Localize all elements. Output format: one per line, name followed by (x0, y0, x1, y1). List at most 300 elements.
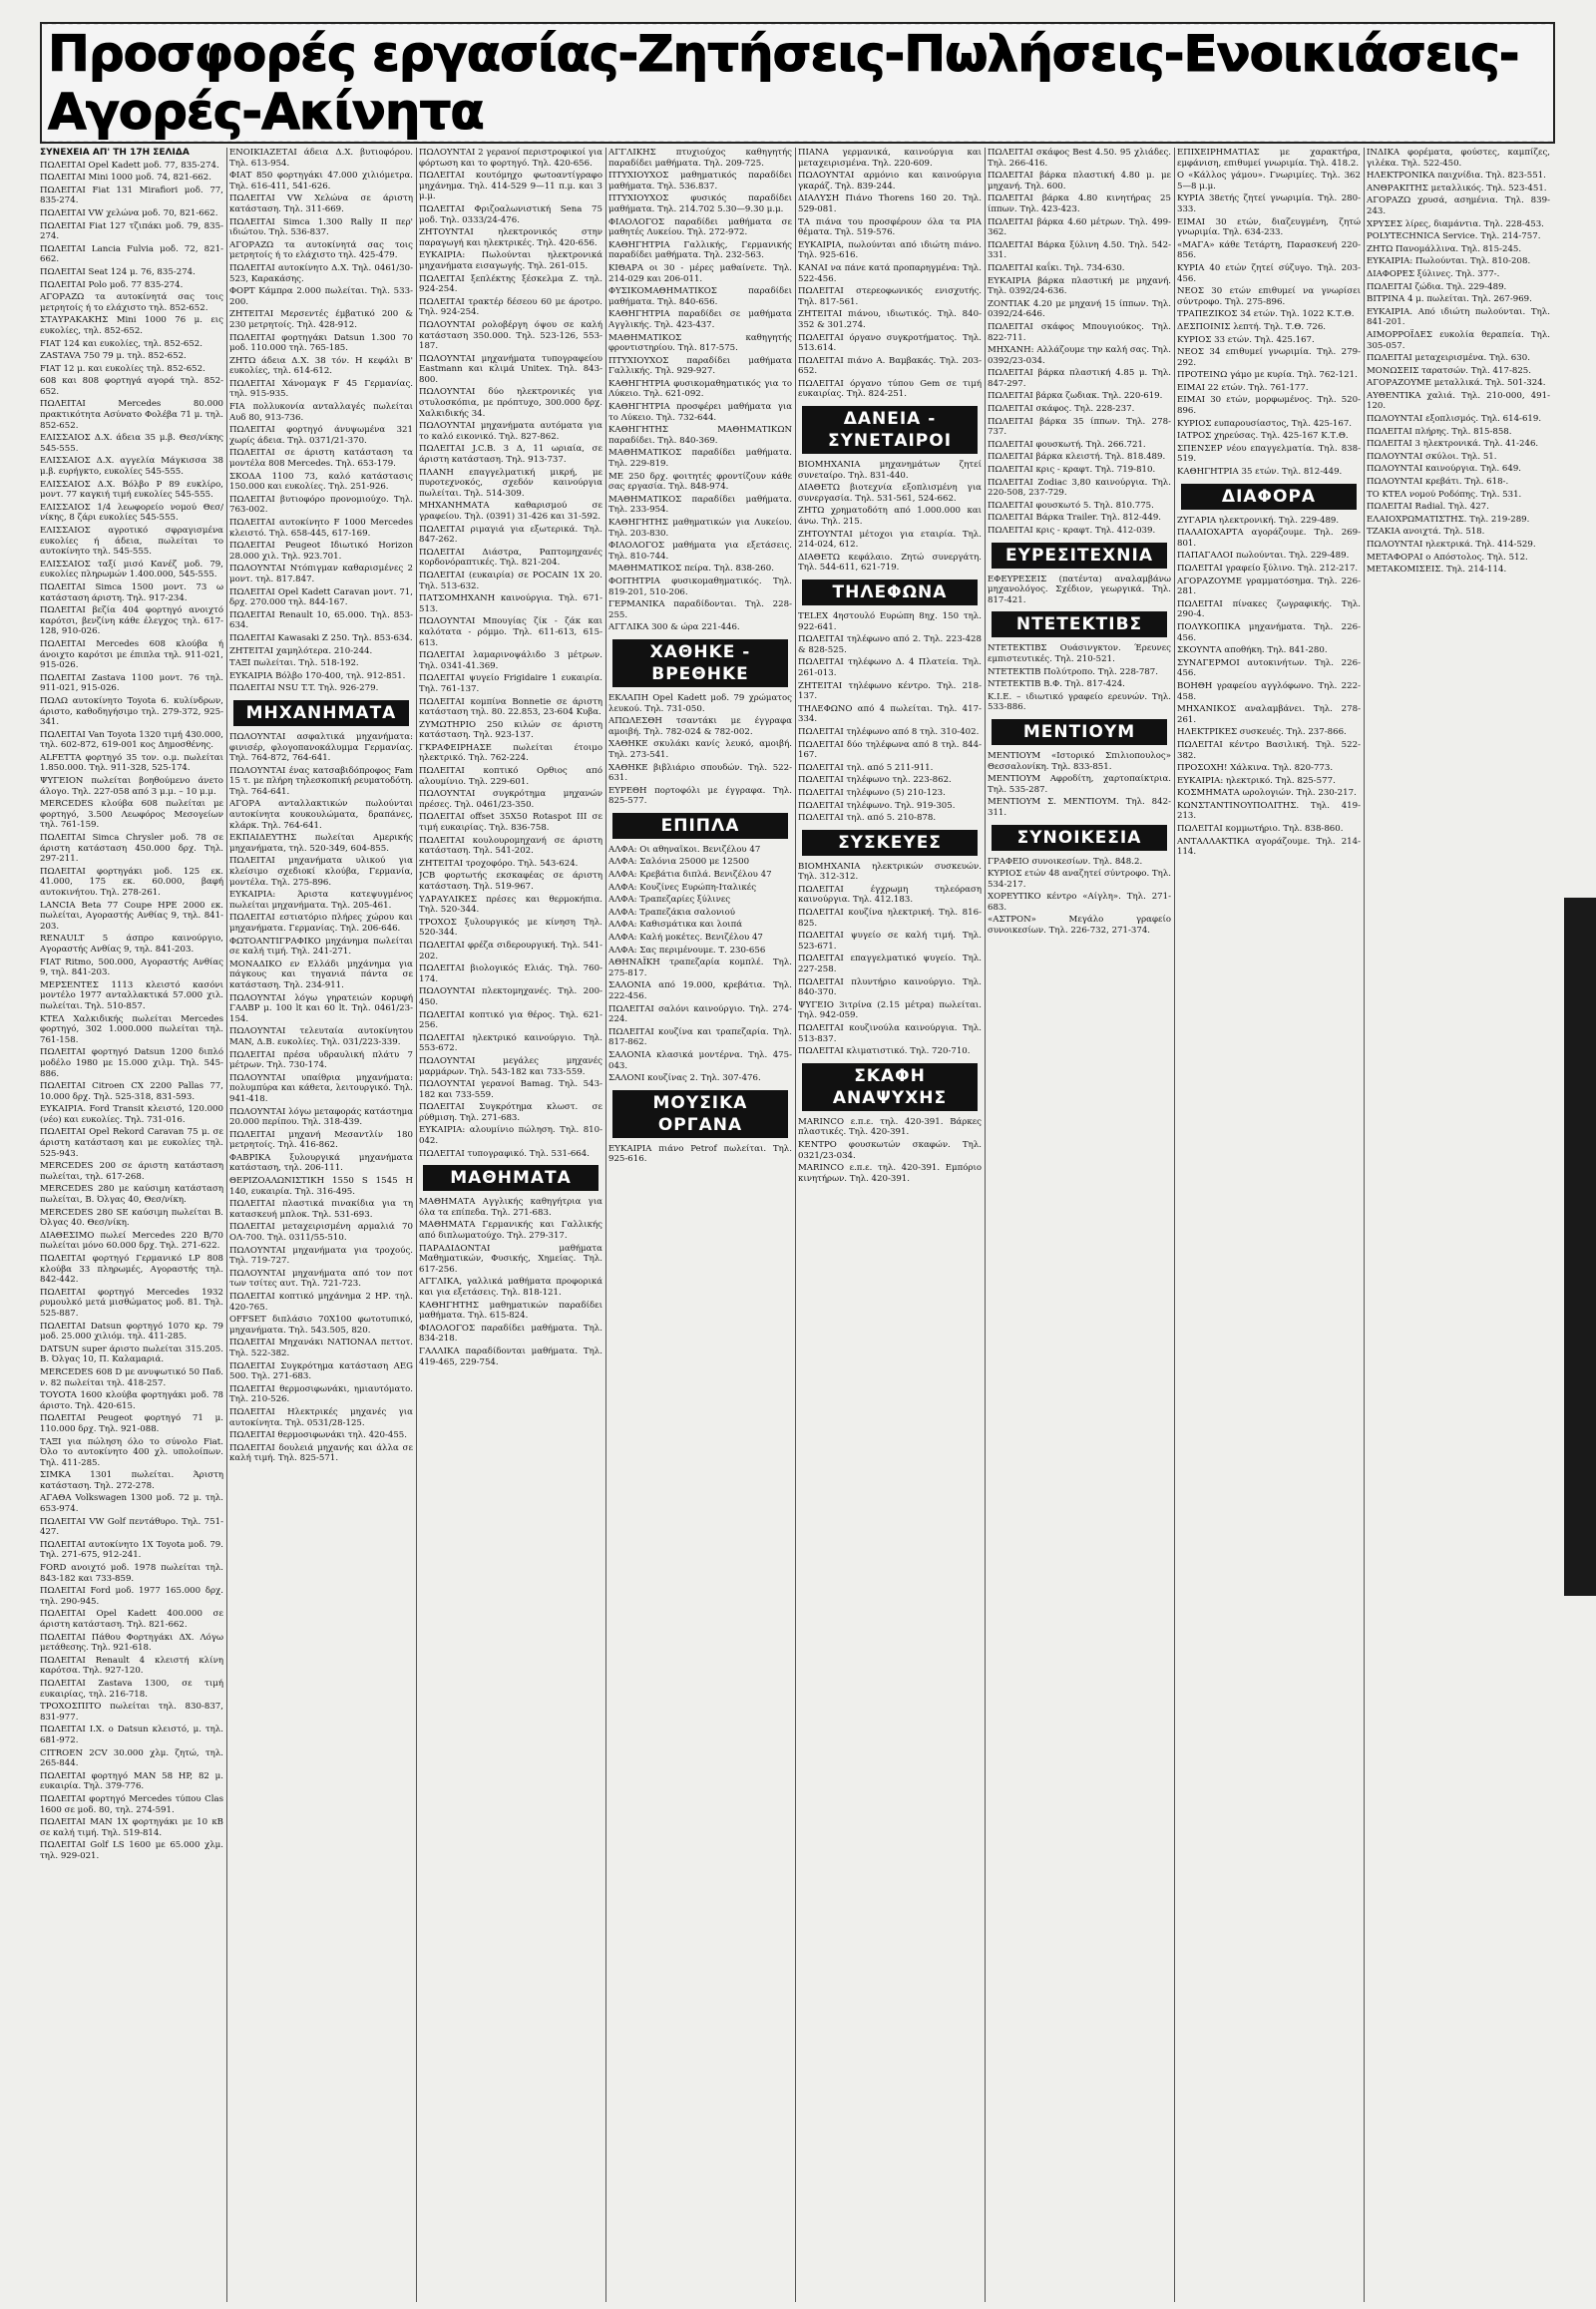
classified-ad: ΠΩΛΕΙΤΑΙ βάρκα 35 ίππων. Τηλ. 278-737. (988, 416, 1171, 438)
classified-ad: ΠΩΛΟΥΝΤΑΙ δύο ηλεκτρονικές για στυλοσκόπια, με πρόπτυχο, 300.000 δρχ. Χαλκιδικής 34. (419, 387, 602, 419)
classified-ad: ΜΗΧΑΝΙΚΟΣ αναλαμβάνει. Τηλ. 278-261. (1177, 704, 1361, 725)
classified-ad: ΜΑΘΗΜΑΤΙΚΟΣ καθηγητής φροντιστηρίου. Τηλ. 817-575. (608, 332, 792, 354)
classified-ad: ΠΩΛΕΙΤΑΙ έγχρωμη τηλεόραση καινούργια. Τηλ. 412.183. (798, 884, 982, 906)
classified-ad: ΠΩΛΕΙΤΑΙ Ηλεκτρικές μηχανές για αυτοκίνητα. Τηλ. 0531/28-125. (229, 1406, 413, 1428)
classified-ad: ΠΩΛΕΙΤΑΙ τηλ. από 5. 210-878. (798, 813, 937, 824)
classified-ad: ΠΩΛΕΙΤΑΙ σαλόνι καινούργιο. Τηλ. 274-224. (608, 1003, 792, 1025)
classified-ad: ΠΩΛΕΙΤΑΙ πίνακες ζωγραφικής. Τηλ. 290-4. (1177, 598, 1361, 620)
classified-ad: ΠΩΛΕΙΤΑΙ Lancia Fulvia μοδ. 72, 821-662. (40, 243, 223, 265)
column-rule (226, 148, 227, 2302)
classified-ad: ΚΑΘΗΓΗΤΡΙΑ φυσικομαθηματικός για το Λύκειο. Τηλ. 621-092. (608, 378, 792, 400)
classified-ad: ΑΥΘΕΝΤΙΚΑ χαλιά. Τηλ. 210-000, 491-120. (1367, 390, 1550, 412)
classified-ad: ΜΕΝΤΙΟΥΜ «Ιστορικό Σπιλιοπουλος» Θεσσαλονίκη. Τηλ. 833-851. (988, 750, 1171, 772)
classified-ad: ΠΩΛΕΙΤΑΙ φορτηγό άνυψωμένα 321 χωρίς άδεια. Τηλ. 0371/21-370. (229, 425, 413, 446)
classified-ad: ΠΩΛΟΥΝΤΑΙ ηλεκτρικά. Τηλ. 414-529. (1367, 540, 1536, 550)
classified-ad: ΕΥΚΑΙΡΙΑ: Πωλούνται. Τηλ. 810-208. (1367, 256, 1531, 267)
classified-ad: «ΑΣΤΡΟΝ» Μεγάλο γραφείο συνοικεσίων. Τηλ. 226-732, 271-374. (988, 915, 1171, 937)
classified-ad: MERCEDES 280 με καύσιμη κατάσταση πωλείται, Β. Όλγας 40, Θεσ/νίκη. (40, 1184, 223, 1206)
classified-ad: ΑΓΟΡΑΖΩ τα αυτοκίνητά σας τοις μετρητοίς ή το ελάχιστο τηλ. 852-652. (40, 292, 223, 313)
column-3 (419, 148, 602, 2302)
classified-ad: ΚΥΡΙΟΣ 33 ετών. Τηλ. 425.167. (1177, 334, 1315, 345)
classified-ad: ΠΩΛΟΥΝΤΑΙ ρολοβέργη όψου σε καλή κατάσταση 350.000. Τηλ. 523-126, 553-187. (419, 319, 602, 352)
classified-ad: ΕΥΚΑΙΡΙΑ πιάνο Petrof πωλείται. Τηλ. 925-616. (608, 1143, 792, 1165)
section-heading: ΧΑΘΗΚΕ - ΒΡΕΘΗΚΕ (612, 639, 788, 687)
classified-ad: ΠΩΛΕΙΤΑΙ ψυγείο Frigidaire 1 ευκαιρία. Τηλ. 761-137. (419, 673, 602, 694)
classified-ad: ΧΡΥΣΕΣ λίρες, διαμάντια. Τηλ. 228-453. (1367, 218, 1544, 229)
classified-ad: ΠΩΛΕΙΤΑΙ Βάρκα ξύλινη 4.50. Τηλ. 542-331. (988, 239, 1171, 261)
classified-ad: ΠΩΛΕΙΤΑΙ λαμαρινοψάλιδο 3 μέτρων. Τηλ. 0341-41.369. (419, 650, 602, 671)
classified-ad: ΣΚΟΥΝΤΑ αποθήκη. Τηλ. 841-280. (1177, 645, 1328, 656)
column-1 (40, 148, 223, 2302)
classified-ad: ΠΩΛΕΙΤΑΙ Ford μοδ. 1977 165.000 δρχ. τηλ. 290-945. (40, 1586, 223, 1607)
classified-ad: ΠΩΛΕΙΤΑΙ τηλέφωνο (5) 210-123. (798, 787, 946, 798)
classified-ad: ΠΩΛΟΥΝΤΑΙ λόγω μεταφοράς κατάστημα 20.000 περίπου. Τηλ. 318-439. (229, 1106, 413, 1128)
classified-ad: ΣΥΝΑΓΕΡΜΟΙ αυτοκινήτων. Τηλ. 226-456. (1177, 657, 1361, 679)
classified-ad: ΠΩΛΕΙΤΑΙ επαγγελματικό ψυγείο. Τηλ. 227-258. (798, 954, 982, 975)
classified-ad: ΠΩΛΕΙΤΑΙ κουζινούλα καινούργια. Τηλ. 513-837. (798, 1023, 982, 1044)
classified-ad: FORD ανοιχτό μοδ. 1978 πωλείται τηλ. 843-182 και 733-859. (40, 1563, 223, 1584)
column-rule (985, 148, 986, 2302)
classified-ad: ΠΩΛΕΙΤΑΙ φορτηγάκι μοδ. 125 εκ. 41.000, 175 εκ. 60.000, βαφή αυτοκινήτου. Τηλ. 278-261. (40, 866, 223, 898)
classified-ad: ΠΩΛΕΙΤΑΙ φορτηγό Γερμανικό LP 808 κλούβα 33 πληρωμές, Αγοραστής τηλ. 842-442. (40, 1254, 223, 1286)
continuation-note: ΣΥΝΕΧΕΙΑ ΑΠ' ΤΗ 17Η ΣΕΛΙΔΑ (40, 148, 190, 158)
classified-ad: ΠΩΛΕΙΤΑΙ στερεοφωνικός ενισχυτής. Τηλ. 817-561. (798, 286, 982, 307)
classified-ad: MARINCO ε.π.ε. τηλ. 420-391. Βάρκες πλαστικές. Τηλ. 420-391. (798, 1116, 982, 1138)
classified-ad: ΚΑΘΗΓΗΤΡΙΑ προσφέρει μαθήματα για το Λύκειο. Τηλ. 732-644. (608, 402, 792, 423)
classified-ad: ΠΩΛΕΙΤΑΙ αυτοκίνητο Δ.Χ. Τηλ. 0461/30-523, Καρακάσης. (229, 262, 413, 284)
classified-ad: ΠΩΛΕΙΤΑΙ βάρκα 4.80 κινητήρας 25 ίππων. Τηλ. 423-423. (988, 193, 1171, 214)
classified-ad: ΕΛΙΣΣΑΙΟΣ αγροτικό σφραγισμένα ευκολίες ή άδεια, πωλείται το αυτοκίνητο τηλ. 545-555. (40, 526, 223, 558)
classified-ad: ΠΩΛΟΥΝΤΑΙ μηχανήματα αυτόματα για το καλό εικονικό. Τηλ. 827-862. (419, 421, 602, 442)
classified-ad: ΠΩΛΕΙΤΑΙ δύο τηλέφωνα από 8 τηλ. 844-167. (798, 739, 982, 761)
classified-ad: ΠΩΛΟΥΝΤΑΙ εξοπλισμός. Τηλ. 614-619. (1367, 414, 1542, 425)
classified-ad: ΠΩΛΟΥΝΤΑΙ καινούργια. Τηλ. 649. (1367, 464, 1522, 475)
classified-ad: ΚΑΘΗΓΗΤΡΙΑ 35 ετών. Τηλ. 812-449. (1177, 467, 1343, 478)
section-heading: ΣΚΑΦΗ ΑΝΑΨΥΧΗΣ (802, 1063, 978, 1111)
classified-ad: ΠΩΛΕΙΤΑΙ VW Χελώνα σε άριστη κατάσταση. Τηλ. 311-669. (229, 193, 413, 214)
classified-ad: ΠΩΛΕΙΤΑΙ αυτοκίνητο 1X Toyota μοδ. 79. Τηλ. 271-675, 912-241. (40, 1539, 223, 1561)
classified-ad: ΤΡΟΧΟΣΠΙΤΟ πωλείται τηλ. 830-837, 831-977. (40, 1702, 223, 1723)
adjacent-page-edge (1564, 898, 1596, 1596)
classified-ad: ΠΟΛΥΚΟΠΙΚΑ μηχανήματα. Τηλ. 226-456. (1177, 621, 1361, 643)
classified-ad: ΒΙΤΡΙΝΑ 4 μ. πωλείται. Τηλ. 267-969. (1367, 294, 1532, 305)
classified-ad: ΕΦΕΥΡΕΣΕΙΣ (πατέντα) αναλαμβάνω μηχανολόγος. Σχέδιον, γεωργικά. Τηλ. 817-421. (988, 574, 1171, 605)
classified-ad: ΠΩΛΕΙΤΑΙ κουζίνα ηλεκτρική. Τηλ. 816-825. (798, 908, 982, 929)
masthead (40, 22, 1555, 144)
classified-ad: FIAT 12 μ. και ευκολίες τηλ. 852-652. (40, 363, 205, 374)
classified-ad: ΤΗΛΕΦΩΝΟ από 4 πωλείται. Τηλ. 417-334. (798, 703, 982, 725)
classified-ad: ΗΛΕΚΤΡΙΚΕΣ συσκευές. Τηλ. 237-866. (1177, 727, 1347, 738)
classified-ad: ΕΥΚΑΙΡΙΑ. Από ιδιώτη πωλούνται. Τηλ. 841-201. (1367, 306, 1550, 328)
classified-ad: ΧΑΘΗΚΕ σκυλάκι κανίς λευκό, αμοιβή. Τηλ. 273-541. (608, 739, 792, 760)
classified-ad: ΠΩΛΕΙΤΑΙ φρέζα σιδερουργική. Τηλ. 541-202. (419, 940, 602, 962)
classified-ad: Κ.Ι.Ε. – ιδιωτικό γραφείο ερευνών. Τηλ. 533-886. (988, 691, 1171, 713)
classified-ad: ΜΑΘΗΜΑΤΑ Γερμανικής και Γαλλικής από διπλωματούχο. Τηλ. 279-317. (419, 1220, 602, 1242)
classified-ad: ΠΩΛΕΙΤΑΙ Βάρκα Trailer. Τηλ. 812-449. (988, 513, 1162, 524)
classified-ad: ΠΩΛΕΙΤΑΙ τυπογραφικό. Τηλ. 531-664. (419, 1148, 590, 1159)
classified-ad: ΠΩΛΕΙΤΑΙ κουζίνα και τραπεζαρία. Τηλ. 817-862. (608, 1026, 792, 1048)
classified-ad: ΠΡΟΤΕΙΝΩ γάμο με κυρία. Τηλ. 762-121. (1177, 370, 1358, 381)
classified-ad: ΠΩΛΕΙΤΑΙ Peugeot Ιδιωτικό Horizon 28.000 χιλ. Τηλ. 923.701. (229, 541, 413, 562)
section-heading: ΣΥΝΟΙΚΕΣΙΑ (992, 825, 1167, 851)
classified-ad: ΠΩΛΕΙΤΑΙ Citroen CX 2200 Pallas 77, 10.000 δρχ. Τηλ. 525-318, 831-593. (40, 1081, 223, 1102)
classified-ad: ΦΙΛΟΛΟΓΟΣ παραδίδει μαθήματα σε μαθητές Λυκείου. Τηλ. 272-972. (608, 216, 792, 238)
classified-ad: ΠΩΛΕΙΤΑΙ κομπίνα Bonnetie σε άριστη κατάσταση τηλ. 80. 22.853, 23-604 Κυβα. (419, 696, 602, 718)
classified-ad: ΠΑΛΑΙΟΧΑΡΤΑ αγοράζουμε. Τηλ. 269-801. (1177, 528, 1361, 549)
classified-ad: ΠΩΛΩ αυτοκίνητο Toyota 6. κυλίνδρων, άριστο, καθοδηγήσιμο τηλ. 279-372, 925-341. (40, 695, 223, 728)
classified-ad: ΠΩΛΕΙΤΑΙ κουλουρομηχανή σε άριστη κατάσταση. Τηλ. 541-202. (419, 835, 602, 857)
classified-ad: ΠΩΛΕΙΤΑΙ σκάφος Best 4.50. 95 χλιάδες. Τηλ. 266-416. (988, 148, 1171, 169)
classified-ad: ΠΩΛΟΥΝΤΑΙ σκύλοι. Τηλ. 51. (1367, 451, 1497, 462)
classified-ad: ΠΩΛΟΥΝΤΑΙ υπαίθρια μηχανήματα: πολυμπύρα και κάθετα, λειτουργικό. Τηλ. 941-418. (229, 1072, 413, 1104)
section-heading: ΕΠΙΠΛΑ (612, 813, 788, 839)
classifieds-columns (40, 148, 1556, 2302)
classified-ad: ΠΩΛΟΥΝΤΑΙ μηχανήματα από τον ποτ των τσίτες αυτ. Τηλ. 721-723. (229, 1268, 413, 1290)
classified-ad: LANCIA Beta 77 Coupe HPE 2000 εκ. πωλείται, Αγοραστής Ανθίας 9, τηλ. 841-203. (40, 900, 223, 932)
classified-ad: ΠΩΛΕΙΤΑΙ σκάφος. Τηλ. 228-237. (988, 404, 1135, 415)
classified-ad: DATSUN super άριστο πωλείται 315.205. Β. Όλγας 10, Π. Καλαμαριά. (40, 1344, 223, 1365)
classified-ad: ΠΩΛΕΙΤΑΙ κρις - κραφτ. Τηλ. 412-039. (988, 526, 1156, 536)
classified-ad: MERCEDES 200 σε άριστη κατάσταση πωλείται, τηλ. 617-268. (40, 1161, 223, 1182)
classified-ad: ΠΤΥΧΙΟΥΧΟΣ φυσικός παραδίδει μαθήματα. Τηλ. 214.702 5.30—9.30 μ.μ. (608, 193, 792, 214)
classified-ad: ΚΩΝΣΤΑΝΤΙΝΟΥΠΟΛΙΤΗΣ. Τηλ. 419-213. (1177, 800, 1361, 822)
classified-ad: ΠΩΛΟΥΝΤΑΙ ένας κατσαβιδόπροφος Fam 15 τ. με πλήρη τηλεσκοπική ρευματοδότη. Τηλ. 764-641. (229, 765, 413, 797)
classified-ad: ΑΝΘΡΑΚΙΤΗΣ μεταλλικός. Τηλ. 523-451. (1367, 183, 1547, 193)
classified-ad: ΑΛΦΑ: Καθισμάτικα και λοιπά (608, 920, 743, 931)
classified-ad: ΠΩΛΟΥΝΤΑΙ τελευταία αυτοκίνητου MAN, Δ.Β. ευκολίες. Τηλ. 031/223-339. (229, 1026, 413, 1047)
classified-ad: ΑΛΦΑ: Κουζίνες Ευρώπη-Ιταλικές (608, 882, 757, 893)
classified-ad: ΠΩΛΕΙΤΑΙ φορτηγάκι Datsun 1.300 70 μοδ. 110.000 τηλ. 765-185. (229, 332, 413, 354)
classified-ad: ΠΩΛΟΥΝΤΑΙ 2 γερανοί περιστροφικοί για φόρτωση και το φορτηγό. Τηλ. 420-656. (419, 148, 602, 169)
classified-ad: ΦΙΑΤ 850 φορτηγάκι 47.000 χιλιόμετρα. Τηλ. 616-411, 541-626. (229, 171, 413, 192)
classified-ad: ΣΤΑΥΡΑΚΑΚΗΣ Mini 1000 76 μ. εις ευκολίες, τηλ. 852-652. (40, 315, 223, 336)
classified-ad: FIAT Ritmo, 500.000, Αγοραστής Ανθίας 9, τηλ. 841-203. (40, 957, 223, 978)
classified-ad: ΣΚΟΔΑ 1100 73, καλό κατάστασις 150.000 και ευκολίες. Τηλ. 251-926. (229, 471, 413, 493)
classified-ad: ΠΩΛΟΥΝΤΑΙ μηχανήματα για τροχούς. Τηλ. 719-727. (229, 1245, 413, 1267)
classified-ad: ΠΩΛΟΥΝΤΑΙ αρμόνιο και καινούργια γκαράζ. Τηλ. 839-244. (798, 171, 982, 192)
column-7 (1177, 148, 1361, 2302)
classified-ad: ΕΥΡΕΘΗ πορτοφόλι με έγγραφα. Τηλ. 825-577. (608, 785, 792, 807)
classified-ad: MARINCO ε.π.ε. τηλ. 420-391. Εμπόριο κινητήρων. Τηλ. 420-391. (798, 1163, 982, 1184)
classified-ad: FIA πολλυκονία ανταλλαγές πωλείται Αυδ 80, 913-736. (229, 402, 413, 423)
classified-ad: ΠΩΛΕΙΤΑΙ (ευκαιρία) σε ΡΟCΑΙΝ 1Χ 20. Τηλ. 513-632. (419, 570, 602, 591)
classified-ad: ΠΩΛΟΥΝΤΑΙ μεγάλες μηχανές μαρμάρων. Τηλ. 543-182 και 733-559. (419, 1055, 602, 1077)
classified-ad: ΦΑΒΡΙΚΑ ξυλουργικά μηχανήματα κατάσταση, τηλ. 206-111. (229, 1152, 413, 1174)
classified-ad: ΠΩΛΕΙΤΑΙ Πάθου Φορτηγάκι ΔΧ. Λόγω μετάθεσης. Τηλ. 921-618. (40, 1632, 223, 1654)
classified-ad: ΤΟ ΚΤΕΛ νομού Ροδόπης. Τηλ. 531. (1367, 489, 1522, 500)
section-heading: ΜΗΧΑΝΗΜΑΤΑ (233, 700, 409, 726)
classified-ad: ΖΥΜΩΤΗΡΙΟ 250 κιλών σε άριστη κατάσταση. Τηλ. 923-137. (419, 719, 602, 741)
classified-ad: ΠΩΛΕΙΤΑΙ τηλέφωνο τηλ. 223-862. (798, 775, 952, 786)
classified-ad: ΚΑΘΗΓΗΤΗΣ μαθηματικών παραδίδει μαθήματα. Τηλ. 615-824. (419, 1300, 602, 1322)
classified-ad: ΕΛΙΣΣΑΙΟΣ Δ.Χ. άδεια 35 μ.β. Θεσ/νίκης 545-555. (40, 433, 223, 454)
section-heading: ΜΕΝΤΙΟΥΜ (992, 719, 1167, 745)
classified-ad: ΠΩΛΕΙΤΑΙ ψυγείο σε καλή τιμή. Τηλ. 523-671. (798, 931, 982, 952)
classified-ad: ΠΩΛΕΙΤΑΙ τρακτέρ δέσεου 60 με άροτρο. Τηλ. 924-254. (419, 296, 602, 318)
column-rule (416, 148, 417, 2302)
classified-ad: ΠΩΛΕΙΤΑΙ Datsun φορτηγό 1070 κρ. 79 μοδ. 25.000 χιλιόμ. τηλ. 411-285. (40, 1321, 223, 1343)
classified-ad: ΜΕΡΣΕΝΤΕΣ 1113 κλειστό κασόνι μοντέλο 1977 ανταλλακτικά 57.000 χιλ. πωλείται. Τηλ. 510-857. (40, 979, 223, 1011)
classified-ad: ΦΙΛΟΛΟΓΟΣ μαθήματα για εξετάσεις. Τηλ. 810-744. (608, 541, 792, 562)
classified-ad: ΠΩΛΕΙΤΑΙ πλήρης. Τηλ. 815-858. (1367, 426, 1512, 437)
classified-ad: ΣΑΛΟΝΙΑ κλασικά μοντέρνα. Τηλ. 475-043. (608, 1049, 792, 1071)
classified-ad: ΖΗΤΕΙΤΑΙ τροχοφόρο. Τηλ. 543-624. (419, 858, 579, 869)
classified-ad: ΠΩΛΕΙΤΑΙ βιολογικός Ελιάς. Τηλ. 760-174. (419, 963, 602, 984)
classified-ad: ΦΟΡΤ Κάμπρα 2.000 πωλείται. Τηλ. 533-200. (229, 286, 413, 307)
column-rule (605, 148, 606, 2302)
classified-ad: ΠΩΛΕΙΤΑΙ πλαστικά πινακίδια για τη κατασκευή μπλοκ. Τηλ. 531-693. (229, 1199, 413, 1220)
classified-ad: ΠΩΛΕΙΤΑΙ κομμωτήριο. Τηλ. 838-860. (1177, 824, 1344, 835)
classified-ad: ΤΡΟΧΟΣ ξυλουργικός με κίνηση Τηλ. 520-344. (419, 917, 602, 939)
classified-ad: ΕΥΚΑΙΡΙΑ. Ford Transit κλειστό, 120.000 (νέο) και ευκολίες. Τηλ. 731-016. (40, 1104, 223, 1125)
classified-ad: ΙΝΔΙΚΑ φορέματα, φούστες, καμπίζες, γιλέκα. Τηλ. 522-450. (1367, 148, 1550, 169)
classified-ad: ΠΩΛΕΙΤΑΙ βάρκα πλαστική 4.80 μ. με μηχανή. Τηλ. 600. (988, 171, 1171, 192)
classified-ad: ΠΩΛΕΙΤΑΙ πλυντήριο καινούργιο. Τηλ. 840-370. (798, 976, 982, 998)
classified-ad: 608 και 808 φορτηγά αγορά τηλ. 852-652. (40, 376, 223, 397)
classified-ad: ΔΙΑΛΥΣΗ Πιάνο Thorens 160 20. Τηλ. 529-081. (798, 193, 982, 214)
classified-ad: ΠΩΛΕΙΤΑΙ φουσκωτό 5. Τηλ. 810.775. (988, 500, 1154, 511)
classified-ad: ΠΩΛΕΙΤΑΙ Διάστρα, Ραπτομηχανές κορδονόραπτικές. Τηλ. 821-204. (419, 547, 602, 569)
classified-ad: ΝΤΕΤΕΚΤΙΒΣ Ουάσινγκτον. Έρευνες εμπιστευτικές. Τηλ. 210-521. (988, 643, 1171, 664)
classified-ad: ΠΩΛΕΙΤΑΙ Kawasaki Z 250. Τηλ. 853-634. (229, 632, 413, 643)
classified-ad: ΠΩΛΕΙΤΑΙ Opel Kadett Caravan μοντ. 71, δρχ. 270.000 τηλ. 844-167. (229, 586, 413, 608)
column-5 (798, 148, 982, 2302)
classified-ad: ΠΩΛΕΙΤΑΙ αυτοκίνητο F 1000 Mercedes κλειστό. Τηλ. 658-445, 617-169. (229, 518, 413, 539)
classified-ad: ΠΩΛΕΙΤΑΙ βυτιοφόρο προνομιούχο. Τηλ. 763-002. (229, 494, 413, 516)
classified-ad: ΑΛΦΑ: Τραπεζάκια σαλονιού (608, 907, 735, 918)
classified-ad: ΕΚΠΑΙΔΕΥΤΗΣ πωλείται Αμερικής μηχανήματα, τηλ. 520-349, 604-855. (229, 833, 413, 854)
classified-ad: ΚΑΘΗΓΗΤΡΙΑ παραδίδει σε μαθήματα Αγγλικής. Τηλ. 423-437. (608, 309, 792, 330)
classified-ad: ΔΙΑΘΕΣΙΜΟ πωλεί Mercedes 220 Β/70 πωλείται μόνο 60.000 δρχ. Τηλ. 271-622. (40, 1230, 223, 1252)
classified-ad: ΠΩΛΕΙΤΑΙ κοπτικό Ορθιος από αλουμίνιο. Τηλ. 229-601. (419, 766, 602, 787)
classified-ad: ΠΩΛΟΥΝΤΑΙ πλεκτομηχανές. Τηλ. 200-450. (419, 986, 602, 1007)
classified-ad: ΑΘΗΝΑΪΚΗ τραπεζαρία κομπλέ. Τηλ. 275-817. (608, 958, 792, 978)
classified-ad: ΠΩΛΕΙΤΑΙ Simca 1.300 Rally II περ' ιδιώτου. Τηλ. 536-837. (229, 216, 413, 238)
section-heading: ΕΥΡΕΣΙΤΕΧΝΙΑ (992, 543, 1167, 569)
classified-ad: ΝΤΕΤΕΚΤΙΒ Πολύτροπο. Τηλ. 228-787. (988, 666, 1158, 677)
classified-ad: ΚΑΘΗΓΗΤΡΙΑ Γαλλικής, Γερμανικής παραδίδει μαθήματα. Τηλ. 232-563. (608, 239, 792, 261)
classified-ad: ΑΛΦΑ: Οι αθηναϊκοι. Βενιζέλου 47 (608, 844, 761, 855)
classified-ad: ΠΩΛΟΥΝΤΑΙ Ντόπιγμαν καθαρισμένες 2 μοντ. τηλ. 817.847. (229, 564, 413, 584)
classified-ad: ΠΩΛΟΥΝΤΑΙ ασφαλτικά μηχανήματα: φινισέρ, φλογοπανοκάλυμμα Γερμανίας. Τηλ. 764-872, 764-641. (229, 731, 413, 764)
classified-ad: ΕΙΜΑΙ 22 ετών. Τηλ. 761-177. (1177, 382, 1309, 393)
classified-ad: ΠΩΛΕΙΤΑΙ Mini 1000 μοδ. 74, 821-662. (40, 173, 211, 184)
classified-ad: ΠΩΛΕΙΤΑΙ Ι.Χ. ο Datsun κλειστό, μ. τηλ. 681-972. (40, 1725, 223, 1745)
classified-ad: ΠΩΛΕΙΤΑΙ σκάφος Μπουγιούκος. Τηλ. 822-711. (988, 321, 1171, 343)
classified-ad: ΦΥΣΙΚΟΜΑΘΗΜΑΤΙΚΟΣ παραδίδει μαθήματα. Τηλ. 840-656. (608, 286, 792, 307)
classified-ad: ΠΙΑΝΑ γερμανικά, καινούργια και μεταχειρισμένα. Τηλ. 220-609. (798, 148, 982, 169)
section-heading: ΝΤΕΤΕΚΤΙΒΣ (992, 611, 1167, 637)
classified-ad: ΠΩΛΕΙΤΑΙ όργανο συγκροτήματος. Τηλ. 513.614. (798, 332, 982, 354)
classified-ad: ΨΥΓΕΙΟ 3ιτρίνα (2.15 μέτρα) πωλείται. Τηλ. 942-059. (798, 999, 982, 1021)
classified-ad: ΠΩΛΕΙΤΑΙ τηλ. από 5 211-911. (798, 762, 934, 773)
classified-ad: ΠΩΛΕΙΤΑΙ Renault 10, 65.000. Τηλ. 853-634. (229, 609, 413, 631)
classified-ad: ZASTAVA 750 79 μ. τηλ. 852-652. (40, 351, 187, 362)
classified-ad: ΕΛΑΙΟΧΡΩΜΑΤΙΣΤΗΣ. Τηλ. 219-289. (1367, 514, 1530, 525)
classified-ad: ΕΥΚΑΙΡΙΑ: ηλεκτρικό. Τηλ. 825-577. (1177, 775, 1336, 786)
classified-ad: ΧΟΡΕΥΤΙΚΟ κέντρο «Αίγλη». Τηλ. 271-683. (988, 892, 1171, 913)
classified-ad: ΠΩΛΕΙΤΑΙ MAN 1Χ φορτηγάκι με 10 κΒ σε καλή τιμή. Τηλ. 519-814. (40, 1817, 223, 1838)
classified-ad: ΠΩΛΕΙΤΑΙ φουσκωτή. Τηλ. 266.721. (988, 439, 1146, 450)
classified-ad: ΚΟΣΜΗΜΑΤΑ ωρολογιών. Τηλ. 230-217. (1177, 788, 1357, 799)
classified-ad: ΑΙΜΟΡΡΟΪΔΕΣ ευκολία θεραπεία. Τηλ. 305-057. (1367, 329, 1550, 351)
classified-ad: ΠΩΛΕΙΤΑΙ πρέσα υδραυλική πλάτυ 7 μέτρων. Τηλ. 730-174. (229, 1049, 413, 1071)
classified-ad: ΤΑΞΙ πωλείται. Τηλ. 518-192. (229, 658, 359, 669)
column-rule (1364, 148, 1365, 2302)
classified-ad: ΠΩΛΕΙΤΑΙ ριμαγιά για εξωτερικά. Τηλ. 847-262. (419, 524, 602, 546)
classified-ad: ΜΟΝΑΔΙΚΟ εν Ελλάδι μηχάνημα για πάγκους και τηγανιά πάντα σε κατάσταση. Τηλ. 234-911. (229, 959, 413, 990)
classified-ad: ΔΙΑΘΕΤΩ βιοτεχνία εξοπλισμένη για συνεργασία. Τηλ. 531-561, 524-662. (798, 483, 982, 504)
classified-ad: JCB φορτωτής εκσκαφέας σε άριστη κατάσταση. Τηλ. 519-967. (419, 871, 602, 892)
classified-ad: ΜΗΧΑΝΗ: Αλλάζουμε την καλή σας. Τηλ. 0392/23-034. (988, 345, 1171, 366)
classified-ad: ΠΩΛΕΙΤΑΙ τηλέφωνο Δ. 4 Πλατεία. Τηλ. 261-013. (798, 657, 982, 678)
classified-ad: ΠΩΛΕΙΤΑΙ κοπτικό μηχάνημα 2 ΗΡ. τηλ. 420-765. (229, 1292, 413, 1313)
classified-ad: ΠΩΛΕΙΤΑΙ Opel Kadett 400.000 σε άριστη κατάσταση. Τηλ. 821-662. (40, 1609, 223, 1630)
classified-ad: ΣΙΜΚΑ 1301 πωλείται. Άριστη κατάσταση. Τηλ. 272-278. (40, 1470, 223, 1491)
classified-ad: TOYOTA 1600 κλούβα φορτηγάκι μοδ. 78 άριστο. Τηλ. 420-615. (40, 1390, 223, 1411)
classified-ad: ΠΩΛΕΙΤΑΙ offset 35Χ50 Rotaspot III σε τιμή ευκαιρίας. Τηλ. 836-758. (419, 812, 602, 834)
classified-ad: ΖΗΤΩ χρηματοδότη από 1.000.000 και άνω. Τηλ. 215. (798, 506, 982, 528)
classified-ad: ΖΗΤΩ άδεια Δ.Χ. 38 τόν. Η κεφάλι Β' ευκολίες, τηλ. 614-612. (229, 355, 413, 377)
classified-ad: ΠΩΛΟΥΝΤΑΙ Μπουγίας ζίκ - ζάκ και καλότατα - ρόμμο. Τηλ. 611-613, 615-613. (419, 616, 602, 648)
column-rule (1174, 148, 1175, 2302)
classified-ad: ΓΕΡΜΑΝΙΚΑ παραδίδονται. Τηλ. 228-255. (608, 599, 792, 620)
classified-ad: ΜΕΤΑΦΟΡΑΙ ο Απόστολος. Τηλ. 512. (1367, 552, 1528, 563)
classified-ad: ΠΩΛΕΙΤΑΙ τηλέφωνο. Τηλ. 919-305. (798, 800, 956, 811)
classified-ad: ΜΑΘΗΜΑΤΑ Αγγλικής καθηγήτρια για όλα τα επίπεδα. Τηλ. 271-683. (419, 1197, 602, 1218)
classified-ad: ΠΩΛΕΙΤΑΙ όργανο τύπου Gem σε τιμή ευκαιρίας. Τηλ. 824-251. (798, 378, 982, 400)
classified-ad: ΠΩΛΕΙΤΑΙ κλιματιστικό. Τηλ. 720-710. (798, 1046, 971, 1057)
classified-ad: ΠΩΛΕΙΤΑΙ γραφείο ξύλινο. Τηλ. 212-217. (1177, 564, 1359, 574)
classified-ad: ΠΩΛΕΙΤΑΙ ξεπλέκτης ξέσκελμα Ζ. τηλ. 924-254. (419, 273, 602, 295)
classified-ad: ΤΖΑΚΙΑ ανοιχτά. Τηλ. 518. (1367, 527, 1485, 538)
section-heading: ΜΑΘΗΜΑΤΑ (423, 1165, 598, 1191)
classified-ad: ΑΝΤΑΛΛΑΚΤΙΚΑ αγοράζουμε. Τηλ. 214-114. (1177, 836, 1361, 858)
classified-ad: ΖΗΤΟΥΝΤΑΙ μέτοχοι για εταιρία. Τηλ. 214-024, 612. (798, 529, 982, 551)
classified-ad: ΠΑΠΑΓΑΛΟΙ πωλούνται. Τηλ. 229-489. (1177, 551, 1350, 562)
classified-ad: OFFSET διπλάσιο 70Χ100 φωτοτυπικό, μηχανήματα. Τηλ. 543.505, 820. (229, 1315, 413, 1336)
classified-ad: ΠΩΛΕΙΤΑΙ βεζία 404 φορτηγό ανοιχτό καρότσι, βενζίνη κάθε έλεγχος τηλ. 617-128, 910-026. (40, 605, 223, 637)
classified-ad: POLYTECHNICA Service. Τηλ. 214-757. (1367, 231, 1541, 242)
classified-ad: ΠΩΛΕΙΤΑΙ εστιατόριο πλήρες χώρου και μηχανήματα. Γερμανίας. Τηλ. 206-646. (229, 913, 413, 934)
classified-ad: ΑΓΟΡΑΖΩ τα αυτοκίνητά σας τοις μετρητοίς ή το ελάχιστο τηλ. 425-479. (229, 239, 413, 261)
classified-ad: ΠΩΛΕΙΤΑΙ φορτηγό Datsun 1200 διπλό μοδέλο 1980 με 15.000 χιλμ. Τηλ. 545-886. (40, 1047, 223, 1079)
classified-ad: ΕΥΚΑΙΡΙΑ: αλουμίνιο πώληση. Τηλ. 810-042. (419, 1125, 602, 1147)
classified-ad: ΙΑΤΡΟΣ χηρεύσας. Τηλ. 425-167 Κ.Τ.Θ. (1177, 431, 1349, 442)
classified-ad: ΠΩΛΕΙΤΑΙ Van Toyota 1320 τιμή 430.000, τηλ. 602-872, 619-001 κος Δημοσθένης. (40, 729, 223, 751)
classified-ad: ΘΕΡΙΖΟΑΛΩΝΙΣΤΙΚΗ 1550 S 1545 Η 140, ευκαιρία. Τηλ. 316-495. (229, 1176, 413, 1197)
classified-ad: ΠΩΛΕΙΤΑΙ Renault 4 κλειστή κλίνη καρότσα. Τηλ. 927-120. (40, 1655, 223, 1677)
classified-ad: ΠΩΛΕΙΤΑΙ θερμοσιφωνάκι τηλ. 420-455. (229, 1430, 408, 1441)
classified-ad: ΠΩΛΕΙΤΑΙ μεταχειρισμένη αρμαλιά 70 ΟΛ-700. Τηλ. 0311/55-510. (229, 1222, 413, 1244)
classified-ad: ΠΩΛΟΥΝΤΑΙ μηχανήματα τυπογραφείου Eastmann και κλιμά Unitex. Τηλ. 843-800. (419, 353, 602, 385)
classified-ad: ΒΟΗΘΗ γραφείου αγγλόφωνο. Τηλ. 222-458. (1177, 680, 1361, 702)
column-2 (229, 148, 413, 2302)
classified-ad: ΠΩΛΕΙΤΑΙ 3 ηλεκτρονικά. Τηλ. 41-246. (1367, 439, 1539, 450)
classified-ad: ΣΑΛΟΝΙΑ από 19.000, κρεβάτια. Τηλ. 222-456. (608, 980, 792, 1001)
classified-ad: ΒΙΟΜΗΧΑΝΙΑ μηχανημάτων ζητεί συνεταίρο. Τηλ. 831-440. (798, 460, 982, 481)
classified-ad: ΚΥΡΙΟΣ ευπαρουσίαστος, Τηλ. 425-167. (1177, 418, 1353, 429)
classified-ad: ΠΩΛΕΙΤΑΙ Fiat 131 Mirafiori μοδ. 77, 835-274. (40, 185, 223, 206)
classified-ad: TELEX 4ηστουλό Ευρώπη 8ηχ. 150 τηλ. 922-641. (798, 611, 982, 632)
classified-ad: ΠΩΛΕΙΤΑΙ Χάνομαγκ F 45 Γερμανίας. τηλ. 915-935. (229, 378, 413, 400)
classified-ad: ΕΝΟΙΚΙΑΖΕΤΑΙ άδεια Δ.Χ. βυτιοφόρου. Τηλ. 613-954. (229, 148, 413, 169)
classified-ad: ΠΩΛΕΙΤΑΙ καΐκι. Τηλ. 734-630. (988, 262, 1125, 273)
classified-ad: RENAULT 5 άσπρο καινούργιο, Αγοραστής Ανθίας 9, τηλ. 841-203. (40, 934, 223, 955)
classified-ad: ΠΩΛΕΙΤΑΙ Fiat 127 τζιπάκι μοδ. 79, 835-274. (40, 220, 223, 242)
classified-ad: ΝΕΟΣ 30 ετών επιθυμεί να γνωρίσει σύντροφο. Τηλ. 275-896. (1177, 286, 1361, 307)
classified-ad: «ΜΑΓΑ» κάθε Τετάρτη, Παρασκευή 220-856. (1177, 239, 1361, 261)
classified-ad: ΖΗΤΕΙΤΑΙ πιάνου, ιδιωτικός. Τηλ. 840-352 & 301.274. (798, 309, 982, 330)
classified-ad: ΠΩΛΕΙΤΑΙ ζώδια. Τηλ. 229-489. (1367, 281, 1507, 292)
classified-ad: ΠΩΛΕΙΤΑΙ Συγκρότημα κλωστ. σε ρύθμιση. Τηλ. 271-683. (419, 1102, 602, 1123)
masthead-title: Προσφορές εργασίας-Ζητήσεις-Πωλήσεις-Ενοικιάσεις-Αγορές-Ακίνητα (42, 25, 1553, 141)
classified-ad: ΠΤΥΧΙΟΥΧΟΣ παραδίδει μαθήματα Γαλλικής. Τηλ. 929-927. (608, 355, 792, 377)
classified-ad: ΤΑΞΙ για πώληση όλο το σύνολο Fiat. Όλο το αυτοκίνητο 400 χλ. υπολοίπων. Τηλ. 411-285. (40, 1436, 223, 1468)
classified-ad: ΗΛΕΚΤΡΟΝΙΚΑ παιχνίδια. Τηλ. 823-551. (1367, 171, 1546, 182)
classified-ad: ΚΤΕΛ Χαλκιδικής πωλείται Mercedes φορτηγό, 302 1.000.000 πωλείται τηλ. 761-158. (40, 1013, 223, 1045)
classified-ad: ΔΙΑΦΟΡΕΣ ξύλινες. Τηλ. 377-. (1367, 268, 1500, 279)
classified-ad: ΣΑΛΟΝΙ κουζίνας 2. Τηλ. 307-476. (608, 1073, 761, 1084)
classified-ad: ΠΩΛΕΙΤΑΙ πιάνο A. Βαμβακάς. Τηλ. 203-652. (798, 355, 982, 377)
classified-ad: ΕΥΚΑΙΡΙΑ βάρκα πλαστική με μηχανή. Τηλ. 0392/24-636. (988, 275, 1171, 297)
column-6 (988, 148, 1171, 2302)
classified-ad: ΠΩΛΕΙΤΑΙ σε άριστη κατάσταση τα μοντέλα 808 Mercedes. Τηλ. 653-179. (229, 448, 413, 470)
classified-ad: FIAT 124 και ευκολίες, τηλ. 852-652. (40, 338, 202, 349)
classified-ad: ΠΩΛΕΙΤΑΙ δουλειά μηχανής και άλλα σε καλή τιμή. Τηλ. 825-571. (229, 1442, 413, 1464)
classified-ad: ΠΩΛΕΙΤΑΙ Zodiac 3,80 καινούργια. Τηλ. 220-508, 237-729. (988, 477, 1171, 499)
classified-ad: ΠΩΛΟΥΝΤΑΙ λόγω γηρατειών κορυφή ΓΑΛΒΡ μ. 100 lt και 60 lt. Τηλ. 0461/23-154. (229, 992, 413, 1024)
classified-ad: ΠΩΛΕΙΤΑΙ Συγκρότημα κατάσταση ΑΕG 500. Τηλ. 271-683. (229, 1360, 413, 1382)
classified-ad: ΕΥΚΑΙΡΙΑ, πωλούνται από ιδιώτη πιάνο. Τηλ. 925-616. (798, 239, 982, 261)
classified-ad: ΨΥΓΕΙΟΝ πωλείται βοηθούμενο άνετο άλογο. Τηλ. 227-058 από 3 μ.μ. – 10 μ.μ. (40, 776, 223, 797)
classified-ad: ΑΓΟΡΑΖΟΥΜΕ γραμματόσημα. Τηλ. 226-281. (1177, 576, 1361, 597)
classified-ad: ΚΥΡΙΟΣ ετών 48 αναζητεί σύντροφο. Τηλ. 534-217. (988, 869, 1171, 890)
classified-ad: ΑΛΦΑ: Σαλόνια 25000 με 12500 (608, 857, 750, 868)
classified-ad: ΠΩΛΕΙΤΑΙ VW Golf πεντάθυρο. Τηλ. 751-427. (40, 1516, 223, 1538)
classified-ad: ΠΩΛΟΥΝΤΑΙ συγκρότημα μηχανών πρέσες. Τηλ. 0461/23-350. (419, 789, 602, 810)
classified-ad: CITROEN 2CV 30.000 χλμ. ζητώ, τηλ. 265-844. (40, 1747, 223, 1769)
classified-ad: ΠΩΛΕΙΤΑΙ μηχανή Μεσαντλίν 180 μετρητοίς. Τηλ. 416-862. (229, 1129, 413, 1151)
classified-ad: ΠΩΛΕΙΤΑΙ Μηχανάκι ΝΑΤΙΟΝΑΛ πεττοτ. Τηλ. 522-382. (229, 1338, 413, 1358)
classified-ad: ΑΓΑΘΑ Volkswagen 1300 μοδ. 72 μ. τηλ. 653-974. (40, 1493, 223, 1515)
classified-ad: ΠΩΛΕΙΤΑΙ Simca 1500 μοντ. 73 ω κατάσταση άριστη. Τηλ. 917-234. (40, 581, 223, 603)
classified-ad: ΑΓΟΡΑΖΟΥΜΕ μεταλλικά. Τηλ. 501-324. (1367, 378, 1546, 389)
classified-ad: ΕΛΙΣΣΑΙΟΣ Δ.Χ. Βόλβο Ρ 89 ευκλίρο, μοντ. 77 καγκιή τιμή ευκολίες 545-555. (40, 479, 223, 501)
classified-ad: ΜΕ 250 δρχ. φοιτητές φροντίζουν κάθε σας εργασία. Τηλ. 848-974. (608, 471, 792, 493)
classified-ad: ΠΩΛΕΙΤΑΙ Simca Chrysler μοδ. 78 σε άριστη κατάσταση 450.000 δρχ. Τηλ. 297-211. (40, 833, 223, 865)
classified-ad: ΤΡΑΠΕΖΙΚΟΣ 34 ετών. Τηλ. 1022 Κ.Τ.Θ. (1177, 309, 1355, 320)
classified-ad: ΠΩΛΕΙΤΑΙ VW χελώνα μοδ. 70, 821-662. (40, 207, 218, 218)
classified-ad: ΜΟΝΩΣΕΙΣ ταρατσών. Τηλ. 417-825. (1367, 365, 1532, 376)
classified-ad: ΜΕΝΤΙΟΥΜ Αφροδίτη, χαρτοπαίκτρια. Τηλ. 535-287. (988, 774, 1171, 795)
classified-ad: ΦΙΛΟΛΟΓΟΣ παραδίδει μαθήματα. Τηλ. 834-218. (419, 1323, 602, 1345)
classified-ad: ΠΩΛΕΙΤΑΙ κοπτικό για θέρος. Τηλ. 621-256. (419, 1009, 602, 1031)
classified-ad: ΜΑΘΗΜΑΤΙΚΟΣ πείρα. Τηλ. 838-260. (608, 564, 774, 575)
section-heading: ΔΑΝΕΙΑ - ΣΥΝΕΤΑΙΡΟΙ (802, 406, 978, 454)
classified-ad: ΜΕΤΑΚΟΜΙΣΕΙΣ. Τηλ. 214-114. (1367, 565, 1507, 576)
classified-ad: ΔΕΣΠΟΙΝΙΣ λεπτή. Τηλ. Τ.Θ. 726. (1177, 321, 1327, 332)
classified-ad: ΜΗΧΑΝΗΜΑΤΑ καθαρισμού σε γραφείου. Τηλ. (0391) 31-426 και 31-592. (419, 501, 602, 522)
classified-ad: ΠΑΤΣΟΜΗΧΑΝΗ καινούργια. Τηλ. 671-513. (419, 593, 602, 614)
classified-ad: ΑΓΓΛΙΚΑ, γαλλικά μαθήματα προφορικά και για εξετάσεις. Τηλ. 818-121. (419, 1277, 602, 1298)
classified-ad: ΠΩΛΕΙΤΑΙ βάρκα 4.60 μέτρων. Τηλ. 499-362. (988, 216, 1171, 238)
column-rule (795, 148, 796, 2302)
classified-ad: ΝΕΟΣ 34 επιθυμεί γνωριμία. Τηλ. 279-292. (1177, 347, 1361, 368)
classified-ad: ΚΥΡΙΑ 40 ετών ζητεί σύζυγο. Τηλ. 203-456. (1177, 262, 1361, 284)
classified-ad: ΠΩΛΕΙΤΑΙ τηλέφωνο από 2. Τηλ. 223-428 & 828-525. (798, 634, 982, 655)
classified-ad: ΕΛΙΣΣΑΙΟΣ 1/4 λεωφορείο νομού Θεσ/νίκης, 8 ζάρι ευκολίες 545-555. (40, 502, 223, 524)
